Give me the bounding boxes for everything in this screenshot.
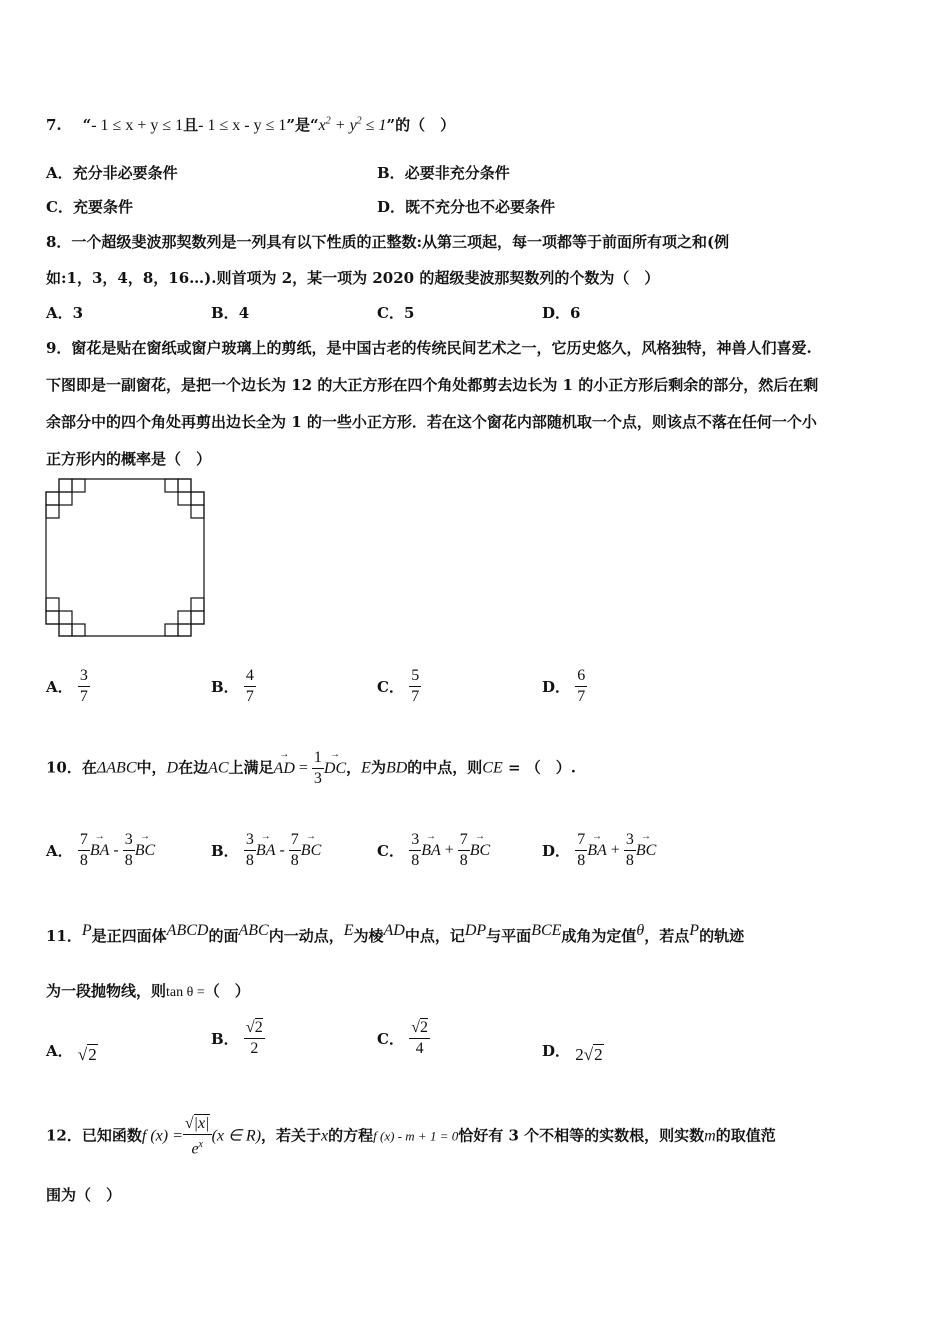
small-square [191,505,204,518]
small-square [46,598,59,611]
q8-option-d[interactable]: D．6 [542,304,581,322]
q11-option-d[interactable]: D． 2√2 [542,1042,603,1064]
small-square [191,598,204,611]
q9-option-d[interactable]: D． $\frac{6}{7}$ [542,667,586,705]
small-square [72,479,85,492]
q9-line1: 9．窗花是贴在窗纸或窗户玻璃上的剪纸，是中国古老的传统民间艺术之一，它历史悠久，风格独特，神兽人们喜爱. [46,339,812,357]
q11-option-a[interactable]: A． √2 [46,1042,97,1064]
q10-option-d[interactable]: D． $\frac{7}{8}$ → BA + $\frac{3}{8}$ → BC [542,830,656,871]
q8-option-c[interactable]: C．5 [377,304,415,322]
q9-line4: 正方形内的概率是（ ） [46,450,212,468]
small-square [59,624,72,636]
q9-option-c[interactable]: C． $\frac{5}{7}$ [377,667,420,705]
q11-option-c[interactable]: C． $\frac{√2}{4}$ [377,1019,428,1057]
q10-option-c[interactable]: C． $\frac{3}{8}$ → BA + $\frac{7}{8}$ → BC [377,830,490,871]
small-square [72,624,85,636]
q8-option-a[interactable]: A．3 [46,304,84,322]
small-square [165,479,178,492]
q8-line1: 8．一个超级斐波那契数列是一列具有以下性质的正整数:从第三项起，每一项都等于前面所有项之和(例 [46,233,730,251]
q7-cond-a: - 1 ≤ x + y ≤ 1 [91,117,184,134]
small-square [191,611,204,624]
q7-cond-c: $x^2 + y^2 \le 1$ [318,115,387,134]
q7-number: 7. [46,116,62,134]
q9-option-a[interactable]: A． $\frac{3}{7}$ [46,667,88,705]
small-square [178,479,191,492]
question-12: 12．已知函数f (x) = $\frac{√|x|}{e^x}$ (x ∈ R)，若关于x的方程f (x) - m + 1 = 0恰好有 3 个不相等的实数根，则实数m的取值范 [46,1115,776,1158]
q8-line2: 如:1，3，4，8，16…).则首项为 2，某一项为 2020 的超级斐波那契数列的个数为（ ） [46,269,660,287]
q10-option-a[interactable]: A． $\frac{7}{8}$ → BA - $\frac{3}{8}$ → BC [46,830,155,871]
question-10: 10．在ΔABC中，D在边AC上满足→ AD = $\frac{1}{3}$ → DC，E为BD的中点，则CE = （ ）. [46,748,576,789]
small-square [165,624,178,636]
figure-outline [46,479,204,636]
small-square [59,479,72,492]
q7-option-c[interactable]: C．充要条件 [46,198,133,216]
window-flower-figure [44,478,208,638]
small-square [46,505,59,518]
q9-line3: 余部分中的四个角处再剪出边长全为 1 的一些小正方形．若在这个窗花内部随机取一个点，则该点不落在任何一个小 [46,413,817,431]
q12-line2: 围为（ ） [46,1186,122,1204]
q11-option-b[interactable]: B． $\frac{√2}{2}$ [211,1019,263,1057]
q7-option-b[interactable]: B．必要非充分条件 [377,164,510,182]
q7-cond-b: - 1 ≤ x - y ≤ 1 [198,117,287,134]
small-square [46,492,59,505]
q7-option-a[interactable]: A．充分非必要条件 [46,164,178,182]
question-7: 7. “- 1 ≤ x + y ≤ 1且- 1 ≤ x - y ≤ 1”是“$x^2 + y^2 \le 1$”的（ ） [46,115,456,134]
small-square [178,611,191,624]
small-square [178,624,191,636]
q8-option-b[interactable]: B．4 [211,304,250,322]
q7-option-d[interactable]: D．既不充分也不必要条件 [377,198,556,216]
q10-option-b[interactable]: B． $\frac{3}{8}$ → BA - $\frac{7}{8}$ → BC [211,830,321,871]
q11-line2: 为一段抛物线，则tan θ =（ ） [46,982,250,1000]
small-square [191,492,204,505]
small-square [46,611,59,624]
small-square [59,492,72,505]
q9-line2: 下图即是一副窗花，是把一个边长为 12 的大正方形在四个角处都剪去边长为 1 的小正方形后剩余的部分，然后在剩 [46,376,819,394]
q9-option-b[interactable]: B． $\frac{4}{7}$ [211,667,254,705]
small-square [59,611,72,624]
small-square [178,492,191,505]
question-11: 11．P是正四面体ABCD的面ABC内一动点，E为棱AD中点，记DP与平面BCE成角为定值θ，若点P的轨迹 [46,922,745,945]
